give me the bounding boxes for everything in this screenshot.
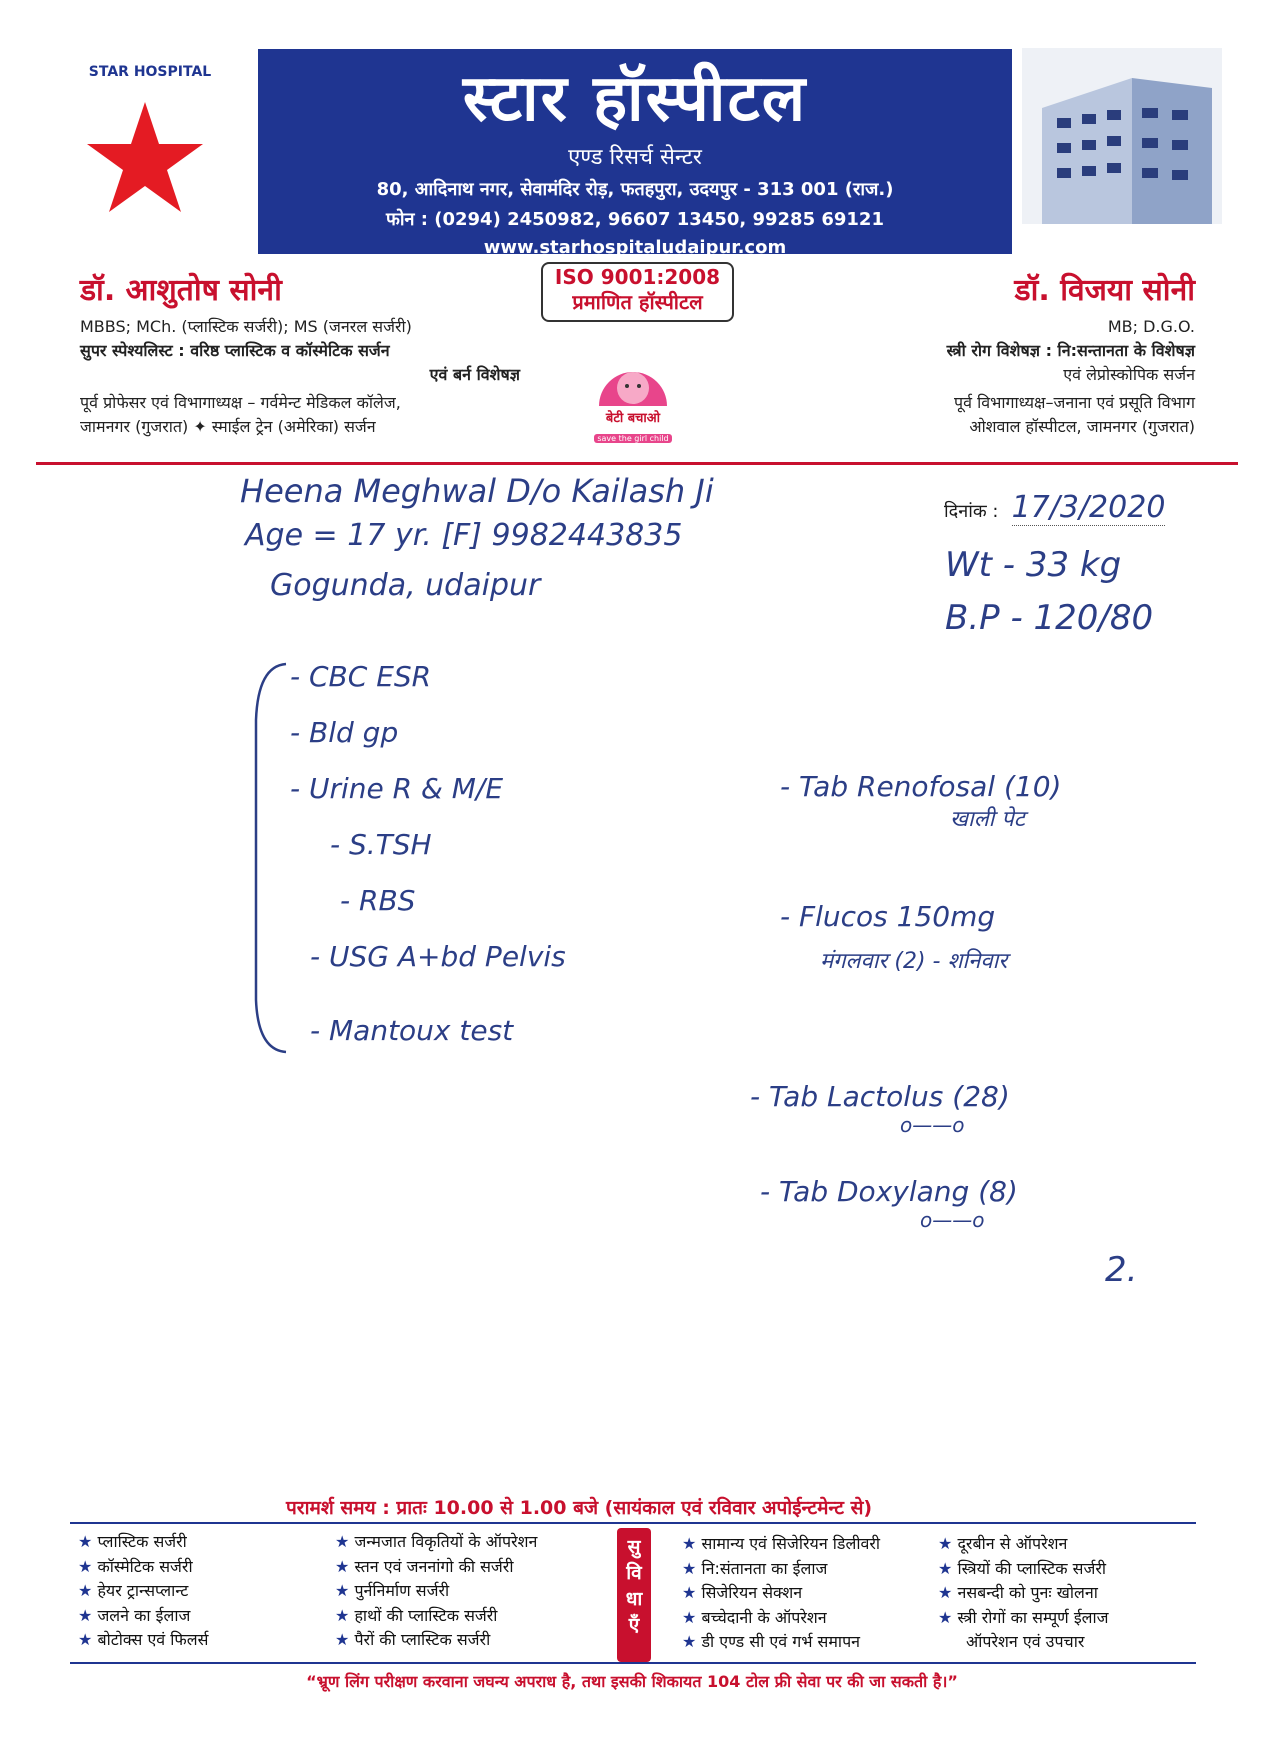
vitals-bp: B.P - 120/80 bbox=[945, 598, 1154, 638]
service-item: ★ स्तन एवं जननांगो की सर्जरी bbox=[335, 1555, 537, 1580]
rx-end-mark: 2. bbox=[1105, 1250, 1138, 1290]
footer-bottom-rule bbox=[70, 1662, 1196, 1664]
doctor-left-degrees: MBBS; MCh. (प्लास्टिक सर्जरी); MS (जनरल सर्जरी) bbox=[80, 317, 412, 336]
investigation-item: - Bld gp bbox=[290, 716, 399, 749]
vertical-tab-char: एँ bbox=[628, 1614, 640, 1636]
service-item: ★ जलने का ईलाज bbox=[78, 1604, 208, 1629]
investigation-item: - USG A+bd Pelvis bbox=[310, 940, 566, 973]
service-item: ★ दूरबीन से ऑपरेशन bbox=[938, 1532, 1109, 1557]
medication-line: - Tab Lactolus (28) bbox=[750, 1080, 1010, 1113]
medication-entry bbox=[780, 770, 1200, 900]
service-item: ★ हेयर ट्रान्सप्लान्ट bbox=[78, 1579, 208, 1604]
doctor-left-former2: जामनगर (गुजरात) ✦ स्माईल ट्रेन (अमेरिका) सर्जन bbox=[80, 417, 376, 436]
service-item: ★ कॉस्मेटिक सर्जरी bbox=[78, 1555, 208, 1580]
hospital-website[interactable]: www.starhospitaludaipur.com bbox=[483, 237, 787, 258]
investigations-list bbox=[290, 660, 710, 1070]
iso-number: ISO 9001:2008 bbox=[554, 265, 721, 289]
service-item: ★ पुर्ननिर्माण सर्जरी bbox=[335, 1579, 537, 1604]
investigations-bracket bbox=[250, 660, 290, 1056]
girl-child-icon bbox=[593, 350, 673, 410]
patient-address: Gogunda, udaipur bbox=[270, 568, 541, 603]
legal-disclaimer: “भ्रूण लिंग परीक्षण करवाना जघन्य अपराध है, तथा इसकी शिकायत 104 टोल फ्री सेवा पर की जा सकती है।” bbox=[306, 1672, 958, 1691]
vertical-tab-char: वि bbox=[626, 1562, 642, 1584]
date-value: 17/3/2020 bbox=[1011, 490, 1166, 525]
header-band bbox=[258, 49, 1012, 258]
medication-entry bbox=[750, 1080, 1200, 1175]
services-col-2 bbox=[335, 1530, 537, 1653]
vertical-tab-char: सु bbox=[627, 1536, 641, 1558]
doctor-right-former: पूर्व विभागाध्यक्ष–जनाना एवं प्रसूति विभाग bbox=[954, 393, 1195, 412]
medication-note: खाली पेट bbox=[950, 807, 1025, 832]
service-item: ★ स्त्री रोगों का सम्पूर्ण ईलाज bbox=[938, 1606, 1109, 1631]
doctor-left-former: पूर्व प्रोफेसर एवं विभागाध्यक्ष – गर्वमेन्ट मेडिकल कॉलेज, bbox=[80, 393, 401, 412]
date-label: दिनांक : bbox=[944, 501, 999, 522]
iso-certification bbox=[541, 262, 734, 322]
doctor-right-name: डॉ. विजया सोनी bbox=[1014, 273, 1195, 308]
investigation-item: - S.TSH bbox=[330, 828, 432, 861]
doctor-left-specialty2: एवं बर्न विशेषज्ञ bbox=[429, 365, 520, 384]
patient-name: Heena Meghwal D/o Kailash Ji bbox=[240, 472, 714, 510]
investigation-item: - Mantoux test bbox=[310, 1014, 514, 1047]
services-col-3 bbox=[682, 1532, 880, 1655]
medication-note: o——o bbox=[900, 1113, 965, 1137]
vitals-weight: Wt - 33 kg bbox=[945, 545, 1122, 585]
date-field bbox=[944, 490, 1165, 525]
medication-line: - Tab Renofosal (10) bbox=[780, 770, 1062, 803]
investigation-item: - CBC ESR bbox=[290, 660, 432, 693]
doctor-right-former2: ओशवाल हॉस्पीटल, जामनगर (गुजरात) bbox=[969, 417, 1195, 436]
building-image bbox=[1022, 48, 1222, 224]
hospital-address: 80, आदिनाथ नगर, सेवामंदिर रोड़, फतहपुरा, उदयपुर - 313 001 (राज.) bbox=[376, 179, 894, 200]
service-item: ★ जन्मजात विकृतियों के ऑपरेशन bbox=[335, 1530, 537, 1555]
service-item: ★ नि:संतानता का ईलाज bbox=[682, 1557, 880, 1582]
service-item: ★ पैरों की प्लास्टिक सर्जरी bbox=[335, 1628, 537, 1653]
logo-text: STAR HOSPITAL bbox=[88, 64, 212, 80]
vertical-tab-char: धा bbox=[625, 1588, 643, 1610]
medication-line: - Tab Doxylang (8) bbox=[760, 1175, 1018, 1208]
medication-line: - Flucos 150mg bbox=[780, 900, 996, 933]
service-item: ★ नसबन्दी को पुनः खोलना bbox=[938, 1581, 1109, 1606]
service-item: ★ स्त्रियों की प्लास्टिक सर्जरी bbox=[938, 1557, 1109, 1582]
services-vertical-tab bbox=[617, 1528, 651, 1662]
doctor-left bbox=[80, 268, 560, 439]
services-col-4 bbox=[938, 1532, 1109, 1655]
service-item: ★ हाथों की प्लास्टिक सर्जरी bbox=[335, 1604, 537, 1629]
service-item-continued: ऑपरेशन एवं उपचार bbox=[966, 1632, 1085, 1651]
patient-age: Age = 17 yr. [F] 9982443835 bbox=[245, 518, 683, 553]
services-col-1 bbox=[78, 1530, 208, 1653]
badge-subtext: save the girl child bbox=[594, 434, 671, 443]
service-item: ★ प्लास्टिक सर्जरी bbox=[78, 1530, 208, 1555]
hospital-logo bbox=[60, 60, 230, 220]
service-item: ★ बोटोक्स एवं फिलर्स bbox=[78, 1628, 208, 1653]
service-item: ★ डी एण्ड सी एवं गर्भ समापन bbox=[682, 1630, 880, 1655]
service-item: ★ सिजेरियन सेक्शन bbox=[682, 1581, 880, 1606]
medication-entry bbox=[780, 900, 1200, 1080]
hospital-subtitle: एण्ड रिसर्च सेन्टर bbox=[568, 145, 702, 170]
doctor-left-name: डॉ. आशुतोष सोनी bbox=[80, 273, 282, 308]
doctor-right-specialty: स्त्री रोग विशेषज्ञ : नि:सन्तानता के विशेषज्ञ bbox=[946, 341, 1195, 360]
service-item: ★ बच्चेदानी के ऑपरेशन bbox=[682, 1606, 880, 1631]
iso-label: प्रमाणित हॉस्पीटल bbox=[572, 290, 703, 314]
hospital-title: स्टार हॉस्पीटल bbox=[462, 61, 808, 136]
service-item: ★ सामान्य एवं सिजेरियन डिलीवरी bbox=[682, 1532, 880, 1557]
medication-note: मंगलवार (2) - शनिवार bbox=[820, 949, 1008, 974]
beti-bachao-badge bbox=[578, 350, 688, 446]
header-divider bbox=[36, 462, 1238, 465]
hospital-phone: फोन : (0294) 2450982, 96607 13450, 99285 69121 bbox=[386, 209, 884, 230]
consultation-hours: परामर्श समय : प्रातः 10.00 से 1.00 बजे (सायंकाल एवं रविवार अपोईन्टमेन्ट से) bbox=[286, 1497, 873, 1519]
footer-rule bbox=[70, 1522, 1196, 1524]
medication-note: o——o bbox=[920, 1208, 985, 1232]
doctor-right bbox=[740, 268, 1195, 439]
doctor-left-specialty: सुपर स्पेश्यलिस्ट : वरिष्ठ प्लास्टिक व कॉस्मेटिक सर्जन bbox=[80, 341, 390, 360]
medication-list bbox=[750, 770, 1200, 1265]
doctor-right-degrees: MB; D.G.O. bbox=[1107, 317, 1195, 336]
badge-text: बेटी बचाओ bbox=[605, 411, 661, 426]
investigation-item: - RBS bbox=[340, 884, 416, 917]
investigation-item: - Urine R & M/E bbox=[290, 772, 504, 805]
doctor-right-specialty2: एवं लेप्रोस्कोपिक सर्जन bbox=[1063, 365, 1195, 384]
star-icon bbox=[60, 60, 230, 220]
